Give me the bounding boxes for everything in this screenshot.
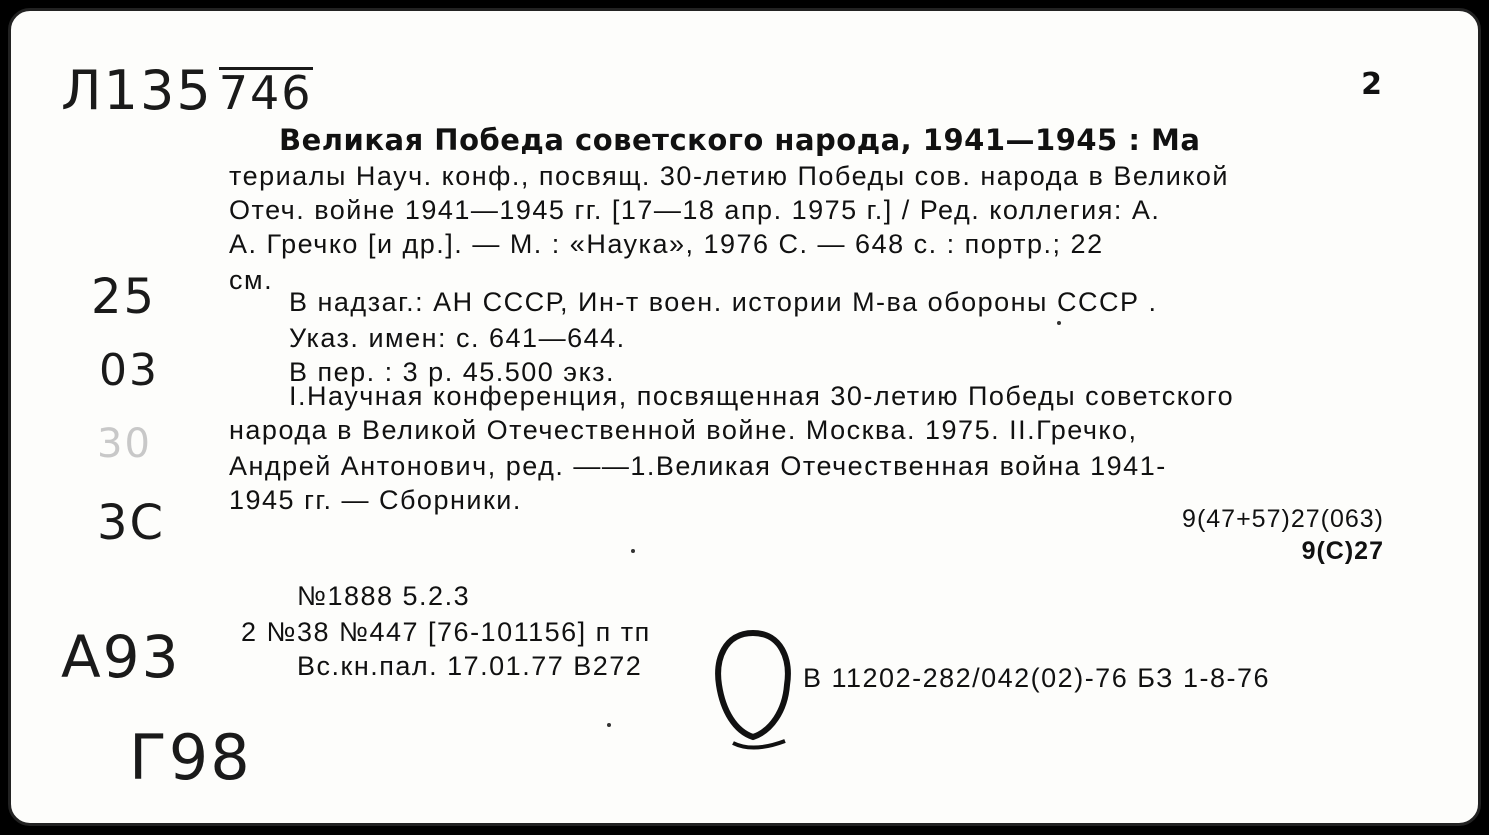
handwritten-shelfmark bbox=[61, 59, 313, 122]
margin-mark-1: 25 bbox=[91, 269, 157, 325]
subject-line-1: I.Научная конференция, посвященная 30-летию Победы советского bbox=[289, 381, 1235, 411]
shelfmark-fraction: 746 bbox=[218, 66, 313, 120]
note-line-3: В пер. : 3 р. 45.500 экз. bbox=[289, 357, 616, 387]
shelfmark-main: Л135 bbox=[61, 59, 213, 122]
subject-line-3: Андрей Антонович, ред. ——1.Великая Отечественная война 1941- bbox=[229, 451, 1167, 481]
classification-code: 9(47+57)27(063) bbox=[1182, 505, 1384, 533]
speck bbox=[1057, 321, 1061, 325]
body-line-4: см. bbox=[229, 265, 274, 295]
speck bbox=[607, 723, 611, 727]
speck bbox=[631, 549, 635, 553]
body-line-2: Отеч. войне 1941—1945 гг. [17—18 апр. 1975 г.] / Ред. коллегия: А. bbox=[229, 195, 1161, 225]
body-line-1: териалы Науч. конф., посвящ. 30-летию Победы сов. народа в Великой bbox=[229, 161, 1230, 191]
margin-mark-2: 03 bbox=[99, 345, 159, 396]
card-title: Великая Победа советского народа, 1941—1945 : Ма bbox=[279, 123, 1201, 157]
margin-mark-4: 3С bbox=[97, 495, 166, 551]
book-chamber-line: Вс.кн.пал. 17.01.77 В272 bbox=[297, 651, 643, 681]
margin-mark-3: 30 bbox=[97, 421, 152, 467]
classification-code-short: 9(С)27 bbox=[1301, 537, 1384, 565]
subject-line-4: 1945 гг. — Сборники. bbox=[229, 485, 522, 515]
margin-mark-6: Г98 bbox=[129, 721, 252, 794]
note-line-2: Указ. имен: с. 641—644. bbox=[289, 323, 626, 353]
margin-mark-5: А93 bbox=[61, 623, 181, 691]
note-line-1: В надзаг.: АН СССР, Ин-т воен. истории М-ва обороны СССР . bbox=[289, 287, 1158, 317]
print-line: 2 №38 №447 [76-101156] п тп bbox=[241, 617, 651, 647]
subject-line-2: народа в Великой Отечественной войне. Москва. 1975. II.Гречко, bbox=[229, 415, 1138, 445]
catalog-card bbox=[8, 8, 1481, 826]
index-line: В 11202-282/042(02)-76 БЗ 1-8-76 bbox=[803, 663, 1270, 693]
order-line: №1888 5.2.3 bbox=[297, 581, 471, 611]
punched-hole bbox=[705, 625, 801, 755]
card-number: 2 bbox=[1361, 67, 1382, 102]
body-line-3: А. Гречко [и др.]. — М. : «Наука», 1976 С. — 648 с. : портр.; 22 bbox=[229, 229, 1104, 259]
